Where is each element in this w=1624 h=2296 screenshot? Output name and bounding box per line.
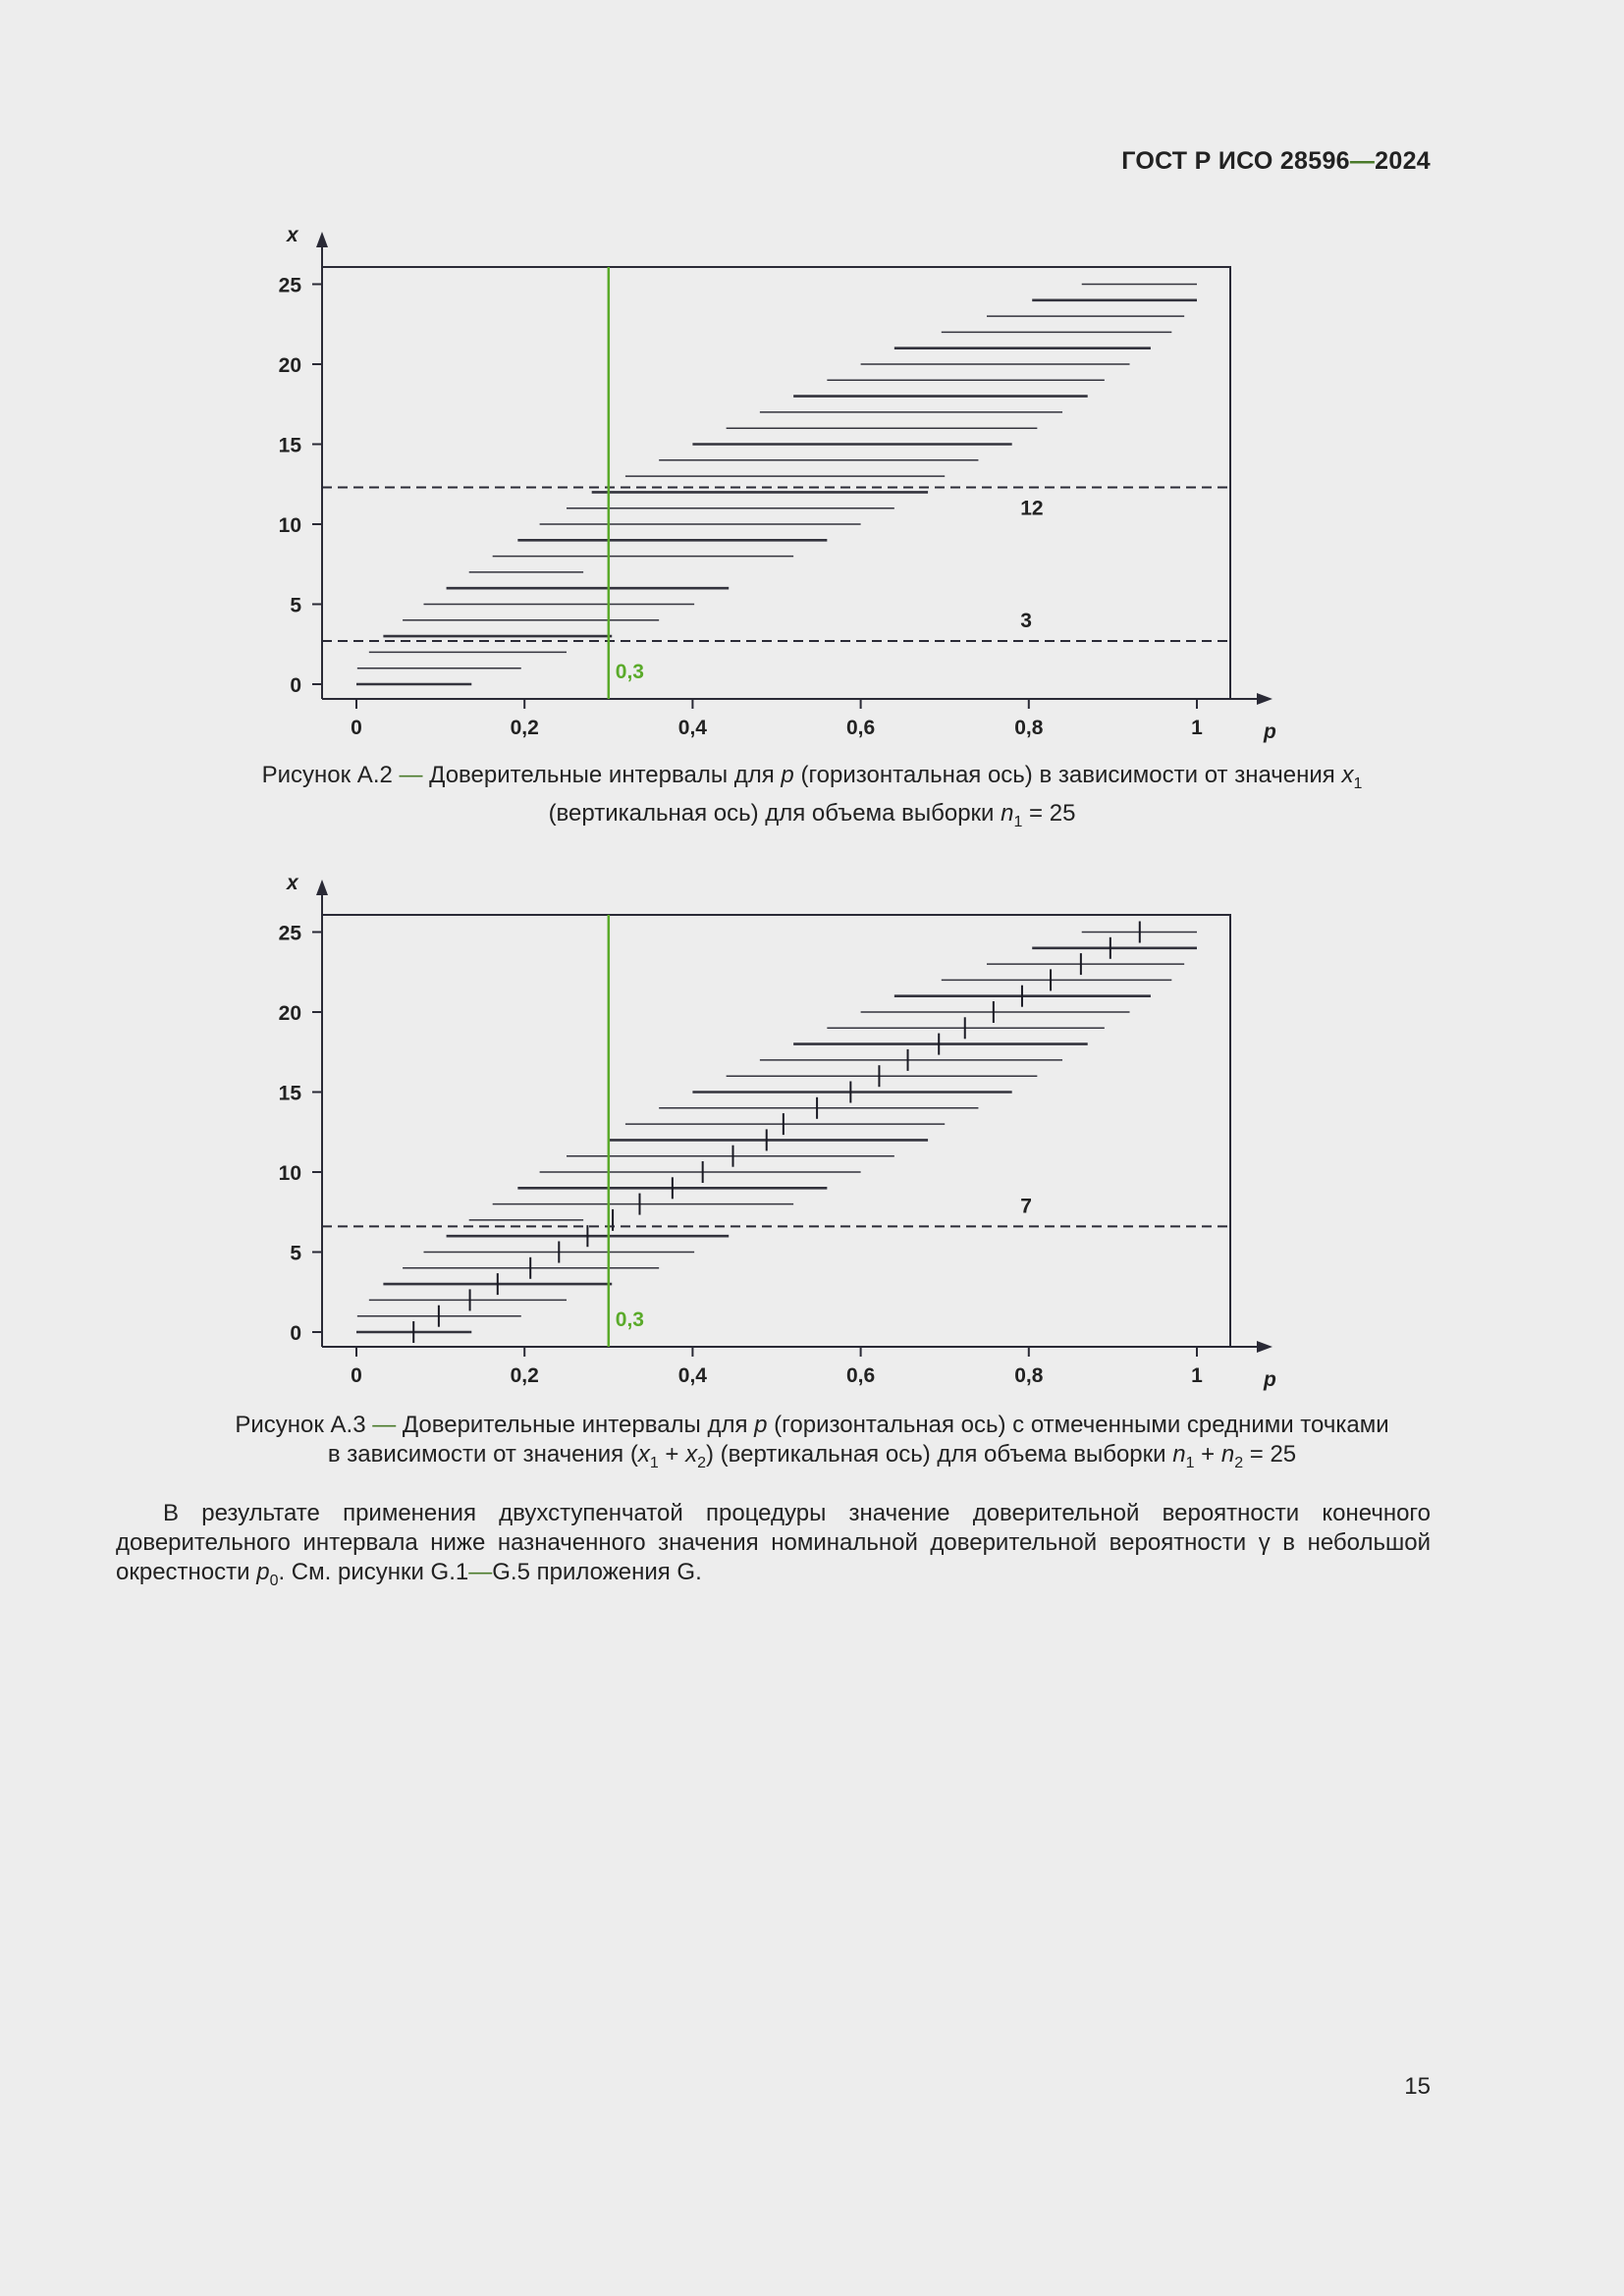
y-axis-arrow [316, 232, 328, 247]
caption-text: Доверительные интервалы для [422, 762, 782, 788]
caption-var: n [1220, 1441, 1235, 1468]
caption-text: + [658, 1441, 686, 1468]
paragraph-text: G.5 приложения G. [492, 1559, 702, 1585]
figure-a2-caption-line1 [0, 761, 1624, 799]
page-number: 15 [1404, 2073, 1431, 2100]
caption-text: (горизонтальная ось) в зависимости от значения [793, 762, 1342, 788]
y-tick-label: 20 [278, 1002, 301, 1025]
caption-text: Доверительные интервалы для [396, 1412, 755, 1438]
y-axis-label: x [287, 872, 298, 894]
y-tick-label: 10 [278, 1162, 301, 1185]
caption-text: Рисунок А.2 [261, 762, 400, 788]
x-tick-label: 0,2 [510, 717, 539, 739]
threshold-label: 12 [1020, 497, 1044, 520]
caption-sub: 2 [1234, 1454, 1244, 1471]
caption-dash: — [399, 762, 423, 788]
x-tick-label: 1 [1191, 717, 1203, 739]
caption-var: x [685, 1441, 698, 1468]
x-axis-label: p [1264, 1368, 1276, 1391]
y-tick-label: 25 [278, 274, 301, 297]
caption-var: p [754, 1412, 768, 1438]
caption-sub: 1 [649, 1454, 659, 1471]
y-tick-label: 15 [278, 1082, 301, 1105]
x-tick-label: 0,6 [845, 1364, 876, 1387]
body-paragraph [116, 1499, 1431, 1596]
caption-text: + [1194, 1441, 1221, 1468]
caption-var: n [1172, 1441, 1186, 1468]
x-axis-arrow [1257, 693, 1272, 705]
y-axis-arrow [316, 880, 328, 895]
x-tick-label: 0,6 [845, 717, 876, 739]
x-tick-label: 0,8 [1014, 717, 1044, 739]
p0-label: 0,3 [615, 661, 645, 683]
x-axis-label: p [1264, 721, 1276, 743]
caption-text: (горизонтальная ось) с отмеченными средними точками [767, 1412, 1389, 1438]
caption-sub: 2 [697, 1454, 706, 1471]
y-tick-label: 10 [278, 514, 301, 537]
caption-sub: 1 [1013, 813, 1023, 830]
caption-sub: 1 [1185, 1454, 1195, 1471]
caption-text: = 25 [1243, 1441, 1297, 1468]
caption-text: ) (вертикальная ось) для объема выборки [706, 1441, 1173, 1468]
paragraph-text: В результате применения двухступенчатой процедуры значение доверительной вероятности конечного доверительного интервала ниже назначенного значения номинальной доверительной вероятности γ в небольшой окрестности [116, 1500, 1431, 1585]
figure-a3-caption-line2 [0, 1440, 1624, 1478]
x-tick-label: 0,4 [677, 717, 708, 739]
header-standard: ГОСТ Р ИСО 28596 [1121, 147, 1350, 175]
y-tick-label: 0 [290, 1322, 301, 1345]
paragraph-sub: 0 [269, 1572, 279, 1589]
paragraph-dash: — [468, 1559, 493, 1585]
x-tick-label: 0,8 [1014, 1364, 1044, 1387]
y-tick-label: 5 [290, 1242, 301, 1265]
caption-var: p [781, 762, 794, 788]
figure-a3-caption [0, 1411, 1624, 1478]
header-dash: — [1349, 147, 1376, 175]
p0-label: 0,3 [615, 1308, 645, 1331]
x-tick-label: 0 [351, 717, 362, 739]
caption-var: x [637, 1441, 650, 1468]
x-axis-arrow [1257, 1341, 1272, 1353]
x-tick-label: 1 [1191, 1364, 1203, 1387]
header-year: 2024 [1375, 147, 1431, 175]
y-tick-label: 20 [278, 354, 301, 377]
x-tick-label: 0,2 [510, 1364, 539, 1387]
threshold-label: 7 [1020, 1195, 1032, 1218]
document-header [1121, 147, 1431, 176]
paragraph-var: p [256, 1559, 270, 1585]
y-tick-label: 25 [278, 922, 301, 945]
x-tick-label: 0 [351, 1364, 362, 1387]
caption-var: n [1001, 799, 1014, 827]
figure-a3-chart [0, 864, 1624, 1394]
y-tick-label: 5 [290, 594, 301, 617]
y-tick-label: 0 [290, 674, 301, 697]
figure-a2-caption [0, 761, 1624, 837]
caption-text: = 25 [1022, 799, 1076, 827]
caption-sub: 1 [1353, 774, 1363, 792]
caption-text: в зависимости от значения ( [327, 1441, 638, 1468]
figure-a2-caption-line2 [0, 799, 1624, 837]
caption-text: (вертикальная ось) для объема выборки [548, 799, 1001, 827]
caption-text: Рисунок А.3 [235, 1412, 373, 1438]
y-axis-label: x [287, 224, 298, 246]
x-tick-label: 0,4 [677, 1364, 708, 1387]
caption-dash: — [372, 1412, 397, 1438]
figure-a2-chart [0, 216, 1624, 746]
figure-a3-caption-line1 [0, 1411, 1624, 1440]
threshold-label: 3 [1020, 609, 1032, 632]
paragraph-text: . См. рисунки G.1 [278, 1559, 469, 1585]
y-tick-label: 15 [278, 434, 301, 457]
caption-var: x [1341, 762, 1354, 788]
